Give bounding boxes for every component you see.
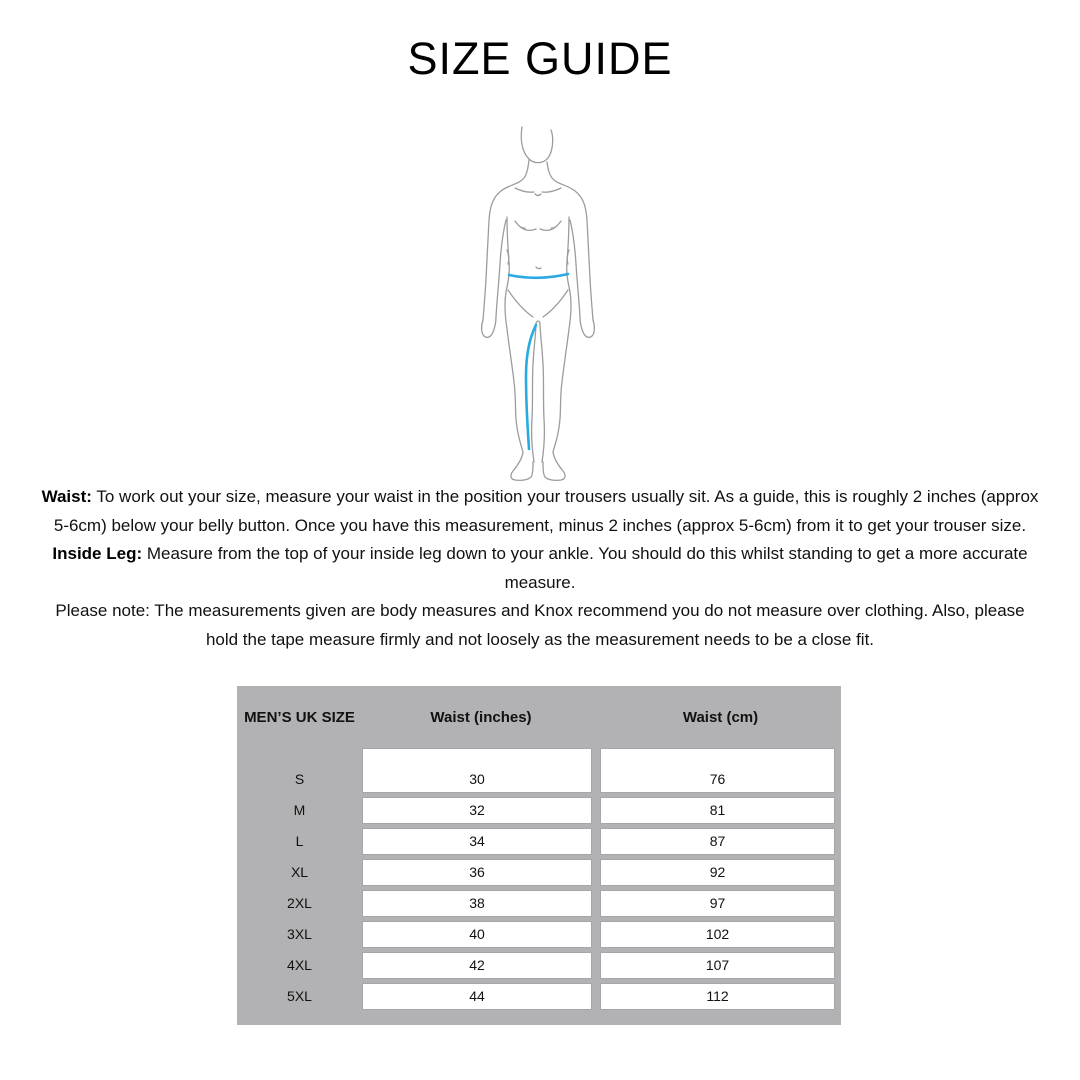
inside-leg-instruction (37, 540, 1043, 597)
waist-inches-cell: 42 (362, 952, 592, 979)
waist-cm-cell: 87 (600, 828, 835, 855)
size-label-cell: 2XL (287, 895, 312, 911)
waist-cm-cell: 102 (600, 921, 835, 948)
waist-inches-cell: 36 (362, 859, 592, 886)
measurement-note (37, 597, 1043, 654)
size-label-cell: 5XL (287, 988, 312, 1004)
size-table-header-row (237, 686, 841, 748)
table-row (237, 921, 841, 948)
waist-cm-cell: 112 (600, 983, 835, 1010)
waist-inches-cell: 34 (362, 828, 592, 855)
page-title: SIZE GUIDE (407, 33, 673, 84)
table-row (237, 828, 841, 855)
waist-cm-cell: 81 (600, 797, 835, 824)
size-table (237, 686, 841, 1025)
waist-measure-line (509, 274, 568, 278)
male-body-outline-icon (470, 124, 630, 484)
table-row (237, 748, 841, 793)
inside-leg-label: Inside Leg: (52, 544, 143, 563)
size-label-cell: L (295, 833, 304, 849)
waist-cm-cell: 92 (600, 859, 835, 886)
table-row (237, 983, 841, 1010)
waist-inches-cell: 44 (362, 983, 592, 1010)
size-label-cell: S (294, 771, 305, 787)
waist-label: Waist: (41, 487, 92, 506)
size-label-cell: 3XL (287, 926, 312, 942)
waist-cm-cell: 107 (600, 952, 835, 979)
size-table-body (237, 748, 841, 1010)
waist-inches-cell: 32 (362, 797, 592, 824)
waist-text: To work out your size, measure your waist in the position your trousers usually sit. As a guide, this is roughly 2 inches (approx 5-6cm) below your belly button. Once you have this measurement, minus 2 inches (approx 5-6cm) from it to get your trouser size. (53, 487, 1039, 535)
table-row (237, 890, 841, 917)
size-label-cell: 4XL (287, 957, 312, 973)
inside-leg-text: Measure from the top of your inside leg down to your ankle. You should do this whilst standing to get a more accurate measure. (146, 544, 1028, 592)
waist-instruction (37, 483, 1043, 540)
header-waist-inches: Waist (inches) (430, 708, 532, 726)
header-uk-size: MEN’S UK SIZE (244, 708, 355, 726)
header-waist-cm: Waist (cm) (682, 708, 759, 726)
waist-inches-cell: 40 (362, 921, 592, 948)
waist-inches-cell: 38 (362, 890, 592, 917)
measuring-instructions (37, 483, 1043, 597)
body-measurement-figure (470, 124, 630, 484)
waist-inches-cell: 30 (362, 748, 592, 793)
table-row (237, 797, 841, 824)
table-row (237, 859, 841, 886)
size-label-cell: XL (290, 864, 309, 880)
waist-cm-cell: 76 (600, 748, 835, 793)
body-outline (482, 127, 595, 480)
note-text: Please note: The measurements given are body measures and Knox recommend you do not measure over clothing. Also, please hold the tape measure firmly and not loosely as the measurement needs to be a close fit. (55, 601, 1025, 649)
table-row (237, 952, 841, 979)
waist-cm-cell: 97 (600, 890, 835, 917)
size-label-cell: M (293, 802, 306, 818)
